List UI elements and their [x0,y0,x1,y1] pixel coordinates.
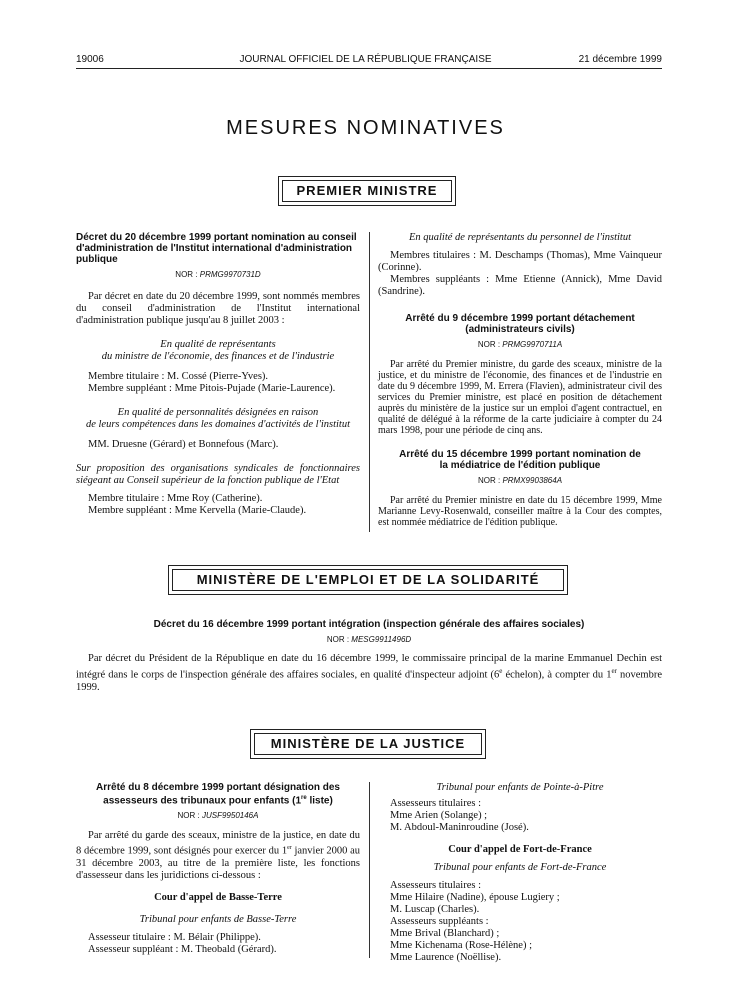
qualite-syndicats: Sur proposition des organisations syndicales de fonctionnaires siégeant au Conseil supérieur de la fonction publique de l'Etat [76,463,360,486]
cour-fort-de-france: Cour d'appel de Fort-de-France [448,844,592,855]
qualite-personnalites-line1: En qualité de personnalités désignées en raison [117,407,319,418]
section-premier-ministre: PREMIER MINISTRE [282,180,452,202]
fdf-suppleants-label: Assesseurs suppléants : [390,916,489,927]
arrete-detachement-body: Par arrêté du Premier ministre, du garde des sceaux, ministre de la justice, et du ministre de l'économie, des finances et de l'industrie en date du 9 décembre 1999, M. Errera (Flavien), administrateur civil des services du Premier ministre, est placé en position de détachement auprès du ministère de la justice sur un emploi d'agent contractuel, en qualité de délégué à la réforme de la carte judiciaire à compter du 24 mars 1998, pour une période de cinq ans. [378,359,662,436]
issue-date: 21 décembre 1999 [578,54,662,65]
tribunal-fort-de-france: Tribunal pour enfants de Fort-de-France [433,862,607,873]
arrete-assesseurs-body: Par arrêté du garde des sceaux, ministre de la justice, en date du 8 décembre 1999, sont désignés pour exercer du 1er janvier 2000 au 31 décembre 2003, au titre de la première liste, les fonctions d'assesseur dans les juridictions ci-dessous : [76,830,361,881]
arrete-assesseurs [76,782,360,956]
column-divider-justice [369,782,370,958]
qualite-personnel: En qualité de représentants du personnel de l'institut [408,232,632,243]
tribunal-pointe-a-pitre: Tribunal pour enfants de Pointe-à-Pitre [436,782,604,793]
fdf-titulaire-2: M. Luscap (Charles). [390,904,480,915]
decret-iiap-body: Par décret en date du 20 décembre 1999, sont nommés membres du conseil d'administration de l'Institut international d'administration publique jusqu'au 8 juillet 2003 : [76,291,360,326]
suppleant-ministre: Membre suppléant : Mme Pitois-Pujade (Marie-Laurence). [88,383,336,394]
decret-iiap-nor: NOR : PRMG9970731D [175,270,261,279]
qualite-ministre-line2: du ministre de l'économie, des finances et de l'industrie [101,351,335,362]
tribunal-basse-terre: Tribunal pour enfants de Basse-Terre [139,913,297,925]
fdf-titulaires-label: Assesseurs titulaires : [390,880,481,891]
decret-integration-body: Par décret du Président de la République en date du 16 décembre 1999, le commissaire principal de la marine Emmanuel Dechin est intégré dans le corps de l'inspection générale des affaires sociales, en qualité d'inspecteur adjoint (6e échelon), à compter du 1er novembre 1999. [76,653,662,693]
decret-integration-title: Décret du 16 décembre 1999 portant intégration (inspection générale des affaires sociales) [153,619,585,630]
section-emploi-solidarite: MINISTÈRE DE L'EMPLOI ET DE LA SOLIDARITÉ [172,569,564,591]
cour-basse-terre: Cour d'appel de Basse-Terre [154,891,282,903]
section-justice: MINISTÈRE DE LA JUSTICE [254,733,482,755]
decret-iiap [76,232,360,517]
basse-terre-suppleant: Assesseur suppléant : M. Theobald (Gérard). [88,943,277,955]
page-title: MESURES NOMINATIVES [226,117,505,139]
arrete-mediatrice-title: Arrêté du 15 décembre 1999 portant nomination de la médiatrice de l'édition publique [399,449,641,471]
arrete-mediatrice-body: Par arrêté du Premier ministre en date du 15 décembre 1999, Mme Marianne Levy-Rosenwald, conseiller maître à la Cour des comptes, est nommée médiatrice de l'édition publique. [378,495,662,528]
qualite-personnalites-line2: de leurs compétences dans les domaines d'activités de l'institut [85,419,351,430]
suppleant-syndicats: Membre suppléant : Mme Kervella (Marie-Claude). [88,505,307,516]
fdf-suppleant-1: Mme Brival (Blanchard) ; [390,928,500,939]
suppleants-personnel: Membres suppléants : Mme Etienne (Annick), Mme David (Sandrine). [378,274,662,297]
arrete-mediatrice-nor: NOR : PRMX9903864A [477,476,563,485]
right-column-justice [378,782,662,964]
pap-titulaire-2: M. Abdoul-Maninroudine (José). [390,822,529,833]
arrete-assesseurs-nor: NOR : JUSF9950146A [177,811,259,821]
page-number: 19006 [76,54,104,65]
header-rule [76,68,662,69]
titulaire-ministre: Membre titulaire : M. Cossé (Pierre-Yves). [88,371,269,382]
arrete-assesseurs-title: Arrêté du 8 décembre 1999 portant désignation des assesseurs des tribunaux pour enfants (1re liste) [96,782,340,807]
fdf-suppleant-3: Mme Laurence (Noëllise). [390,952,502,963]
arrete-detachement-nor: NOR : PRMG9970711A [477,340,563,349]
decret-integration-nor: NOR : MESG9911496D [326,635,412,644]
decret-iiap-title: Décret du 20 décembre 1999 portant nomination au conseil d'administration de l'Institut international d'administration publique [76,232,357,265]
journal-title: JOURNAL OFFICIEL DE LA RÉPUBLIQUE FRANÇAISE [239,54,492,65]
qualite-ministre-line1: En qualité de représentants [160,339,276,350]
personnalites-names: MM. Druesne (Gérard) et Bonnefous (Marc). [88,439,279,450]
titulaire-syndicats: Membre titulaire : Mme Roy (Catherine). [88,493,263,504]
pap-titulaires-label: Assesseurs titulaires : [390,798,481,809]
pap-titulaire-1: Mme Arien (Solange) ; [390,810,488,821]
titulaires-personnel: Membres titulaires : M. Deschamps (Thomas), Mme Vainqueur (Corinne). [378,250,662,273]
fdf-titulaire-1: Mme Hilaire (Nadine), épouse Lugiery ; [390,892,560,903]
right-column-premier [378,232,662,528]
column-divider [369,232,370,532]
basse-terre-titulaire: Assesseur titulaire : M. Bélair (Philippe). [88,931,261,943]
fdf-suppleant-2: Mme Kichenama (Rose-Hélène) ; [390,940,532,951]
arrete-detachement-title: Arrêté du 9 décembre 1999 portant détachement (administrateurs civils) [405,313,635,335]
